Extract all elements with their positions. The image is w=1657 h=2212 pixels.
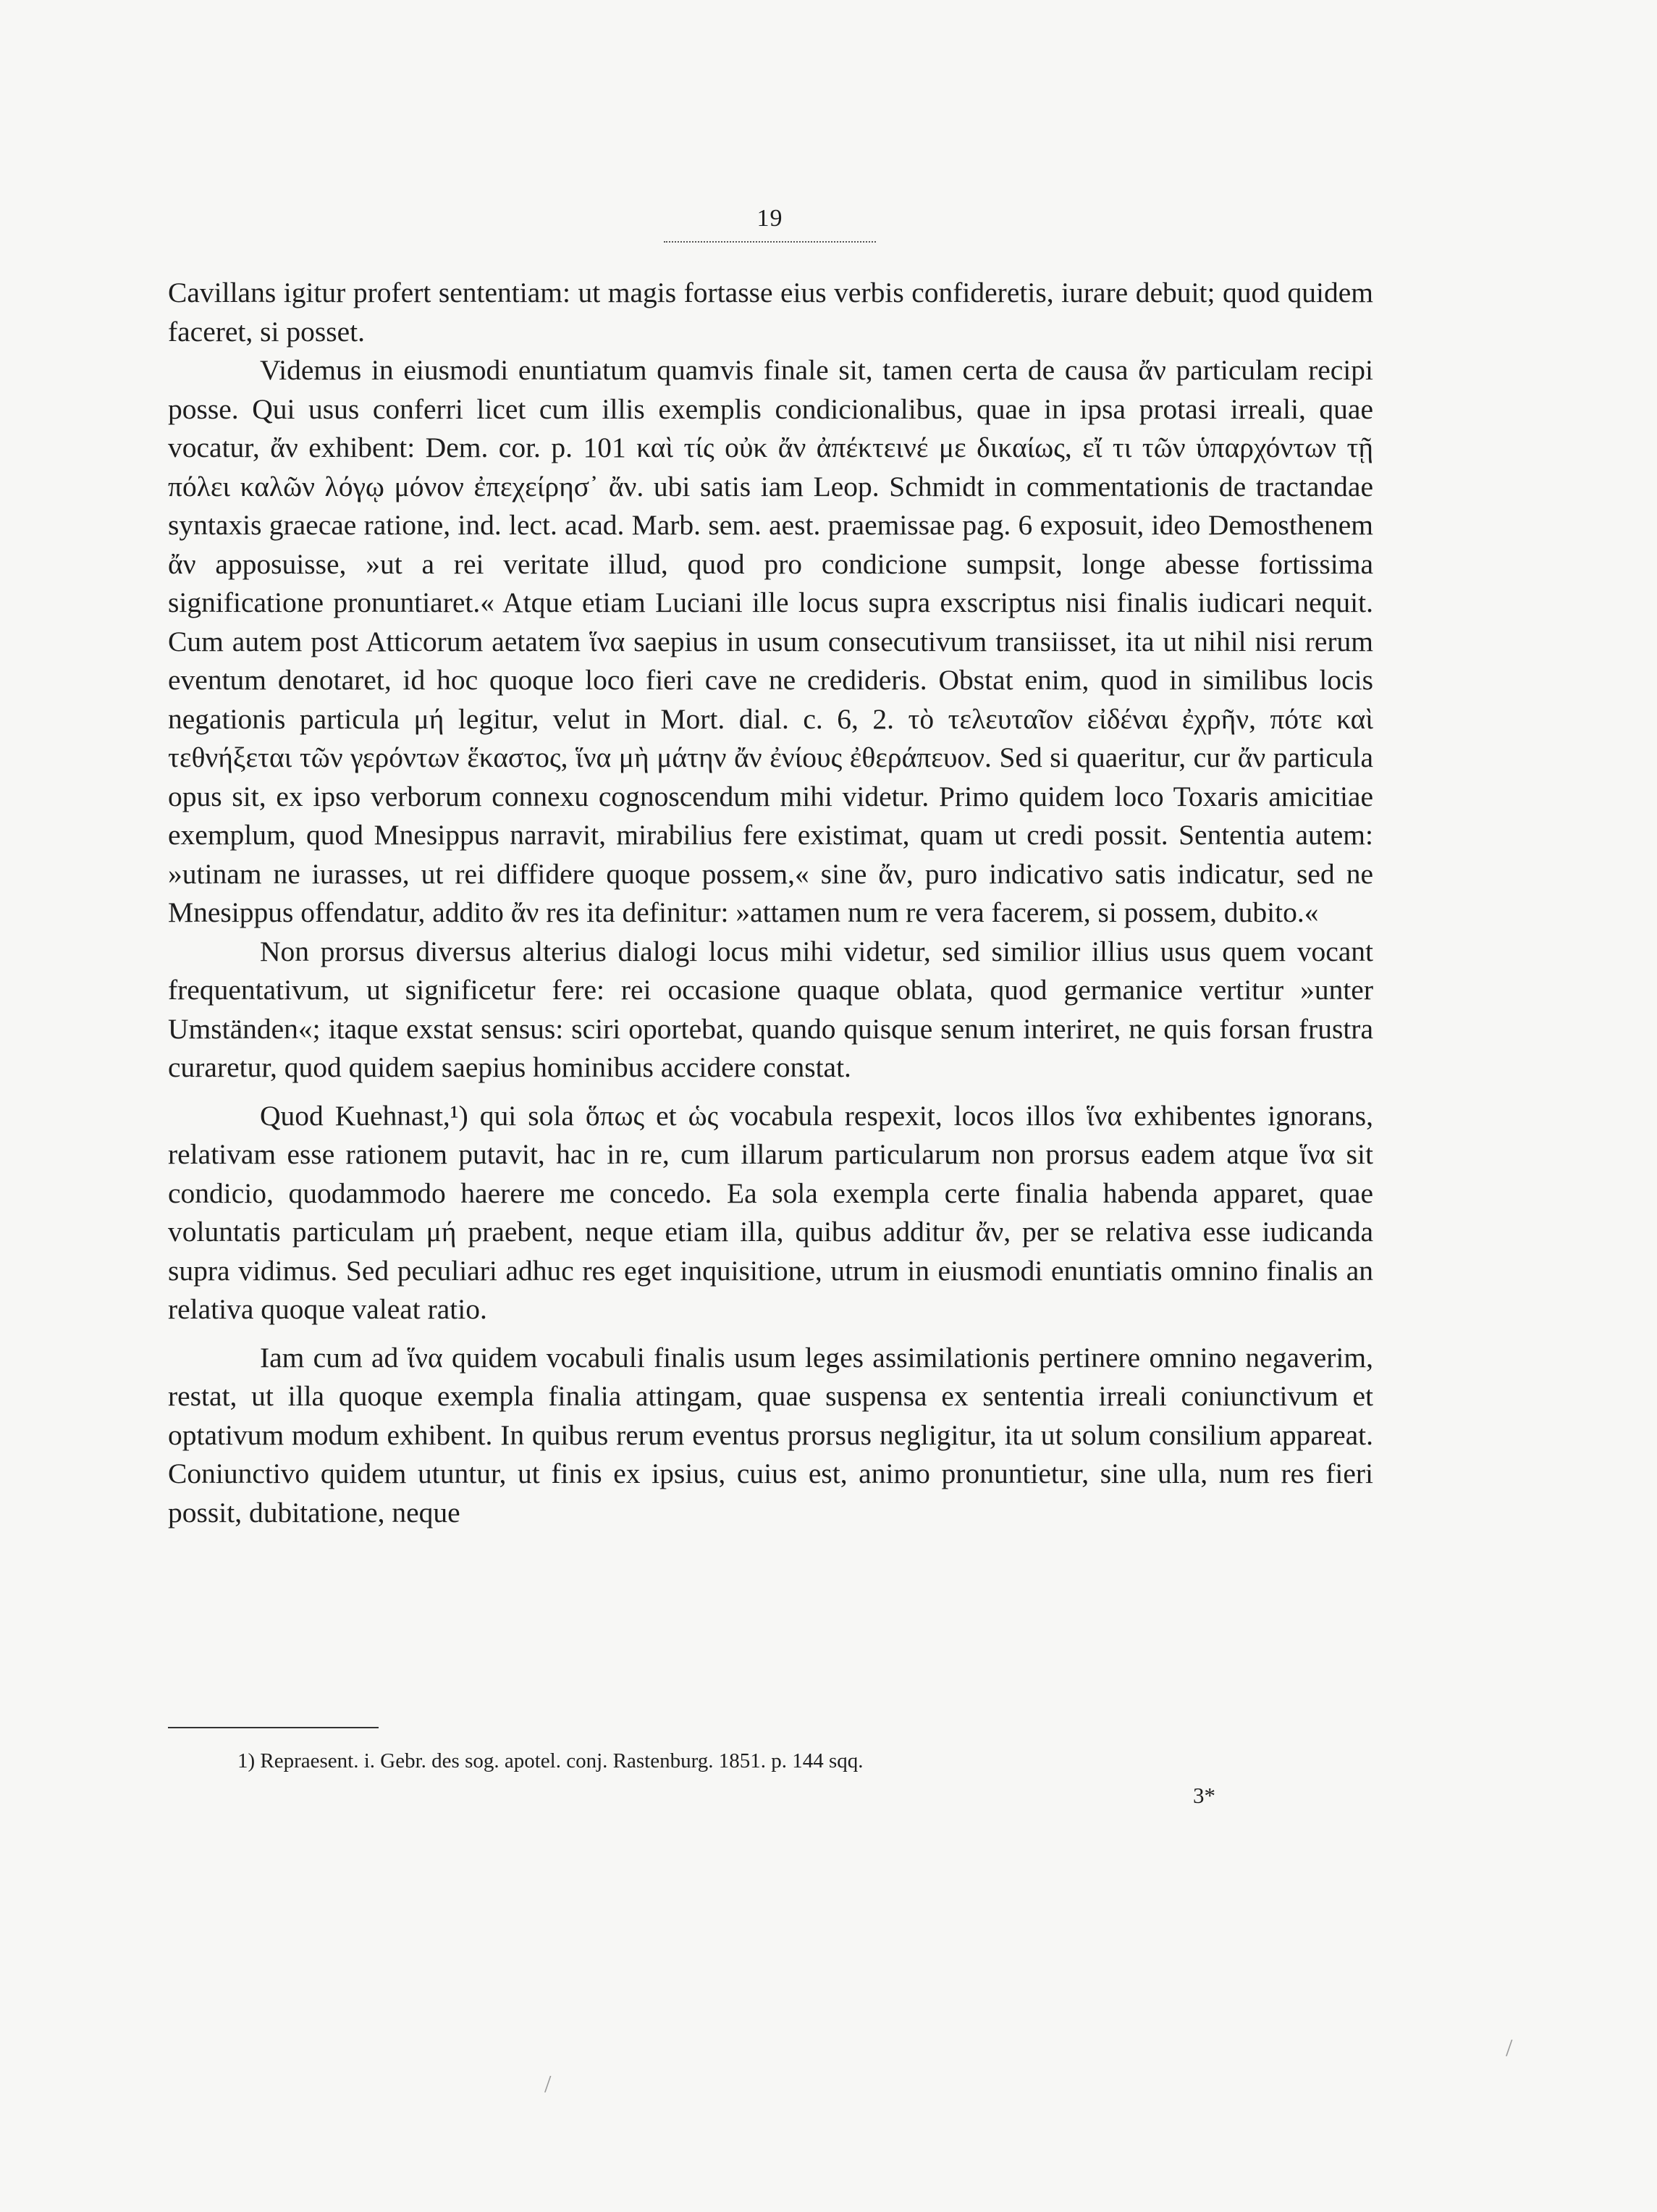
paragraph: Videmus in eiusmodi enuntiatum quamvis finale sit, tamen certa de causa ἄν particulam recipi posse. Qui usus conferri licet cum illis exemplis condicionalibus, quae in ipsa protasi irreali, quae vocatur, ἄν exhibent: Dem. cor. p. 101 καὶ τίς οὐκ ἄν ἀπέκτεινέ με δικαίως, εἴ τι τῶν ὑπαρχόντων τῇ πόλει καλῶν λόγῳ μόνον ἐπεχείρησ᾽ ἄν. ubi satis iam Leop. Schmidt in commentationis de tractandae syntaxis graecae ratione, ind. lect. acad. Marb. sem. aest. praemissae pag. 6 exposuit, ideo Demosthenem ἄν apposuisse, »ut a rei veritate illud, quod pro condicione sumpsit, longe abesse fortissima significatione pronuntiaret.« Atque etiam Luciani ille locus supra exscriptus nisi finalis iudicari nequit. Cum autem post Atticorum aetatem ἵνα saepius in usum consecutivum transiisset, ita ut nihil nisi rerum eventum denotaret, id hoc quoque loco fieri cave ne credideris. Obstat enim, quod in similibus locis negationis particula μή legitur, velut in Mort. dial. c. 6, 2. τὸ τελευταῖον εἰδέναι ἐχρῆν, πότε καὶ τεθνήξεται τῶν γερόντων ἕκαστος, ἵνα μὴ μάτην ἄν ἐνίους ἐθεράπευον. Sed si quaeritur, cur ἄν particula opus sit, ex ipso verborum connexu cognoscendum mihi videtur. Primo quidem loco Toxaris amicitiae exemplum, quod Mnesippus narravit, mirabilius fere existimat, quam ut credi possit. Sententia autem: »utinam ne iurasses, ut rei diffidere quoque possem,« sine ἄν, puro indicativo satis indicatur, sed ne Mnesippus offendatur, addito ἄν res ita definitur: »attamen num re vera facerem, si possem, dubito.« (168, 354, 1373, 928)
body-text (168, 274, 1373, 1532)
paragraph: Cavillans igitur profert sententiam: ut magis fortasse eius verbis confideretis, iurare debuit; quod quidem faceret, si posset. (168, 277, 1373, 348)
page-number: 19 (756, 205, 783, 232)
footnote-rule (168, 1727, 379, 1728)
paragraph: Iam cum ad ἵνα quidem vocabuli finalis usum leges assimilationis pertinere omnino negaverim, restat, ut illa quoque exempla finalia attingam, quae suspensa ex sententia irreali coniunctivum et optativum modum exhibent. In quibus rerum eventus prorsus negligitur, ita ut solum consilium appareat. Coniunctivo quidem utuntur, ut finis ex ipsius, cuius est, animo pronuntietur, sine ulla, num res fieri possit, dubitatione, neque (168, 1341, 1373, 1528)
page-number-rule (664, 241, 876, 243)
scan-speck: / (544, 2071, 552, 2098)
footnote: 1) Repraesent. i. Gebr. des sog. apotel. conj. Rastenburg. 1851. p. 144 sqq. (237, 1749, 864, 1772)
signature-mark: 3* (1193, 1783, 1215, 1808)
paragraph: Non prorsus diversus alterius dialogi locus mihi videtur, sed similior illius usus quem vocant frequentativum, ut significetur fere: rei occasione quaque oblata, quod germanice vertitur »unter Umständen«; itaque exstat sensus: sciri oportebat, quando quisque senum interiret, ne quis forsan frustra curaretur, quod quidem saepius hominibus accidere constat. (168, 935, 1373, 1083)
paragraph: Quod Kuehnast,¹) qui sola ὅπως et ὡς vocabula respexit, locos illos ἵνα exhibentes ignorans, relativam esse rationem putavit, hac in re, cum illarum particularum non prorsus eadem atque ἵνα sit condicio, quodammodo haerere me concedo. Ea sola exempla certe finalia habenda apparet, quae voluntatis particulam μή praebent, neque etiam illa, quibus additur ἄν, per se relativa esse iudicanda supra vidimus. Sed peculiari adhuc res eget inquisitione, utrum in eiusmodi enuntiatis omnino finalis an relativa quoque valeat ratio. (168, 1099, 1373, 1325)
scan-speck: / (1506, 2035, 1513, 2061)
